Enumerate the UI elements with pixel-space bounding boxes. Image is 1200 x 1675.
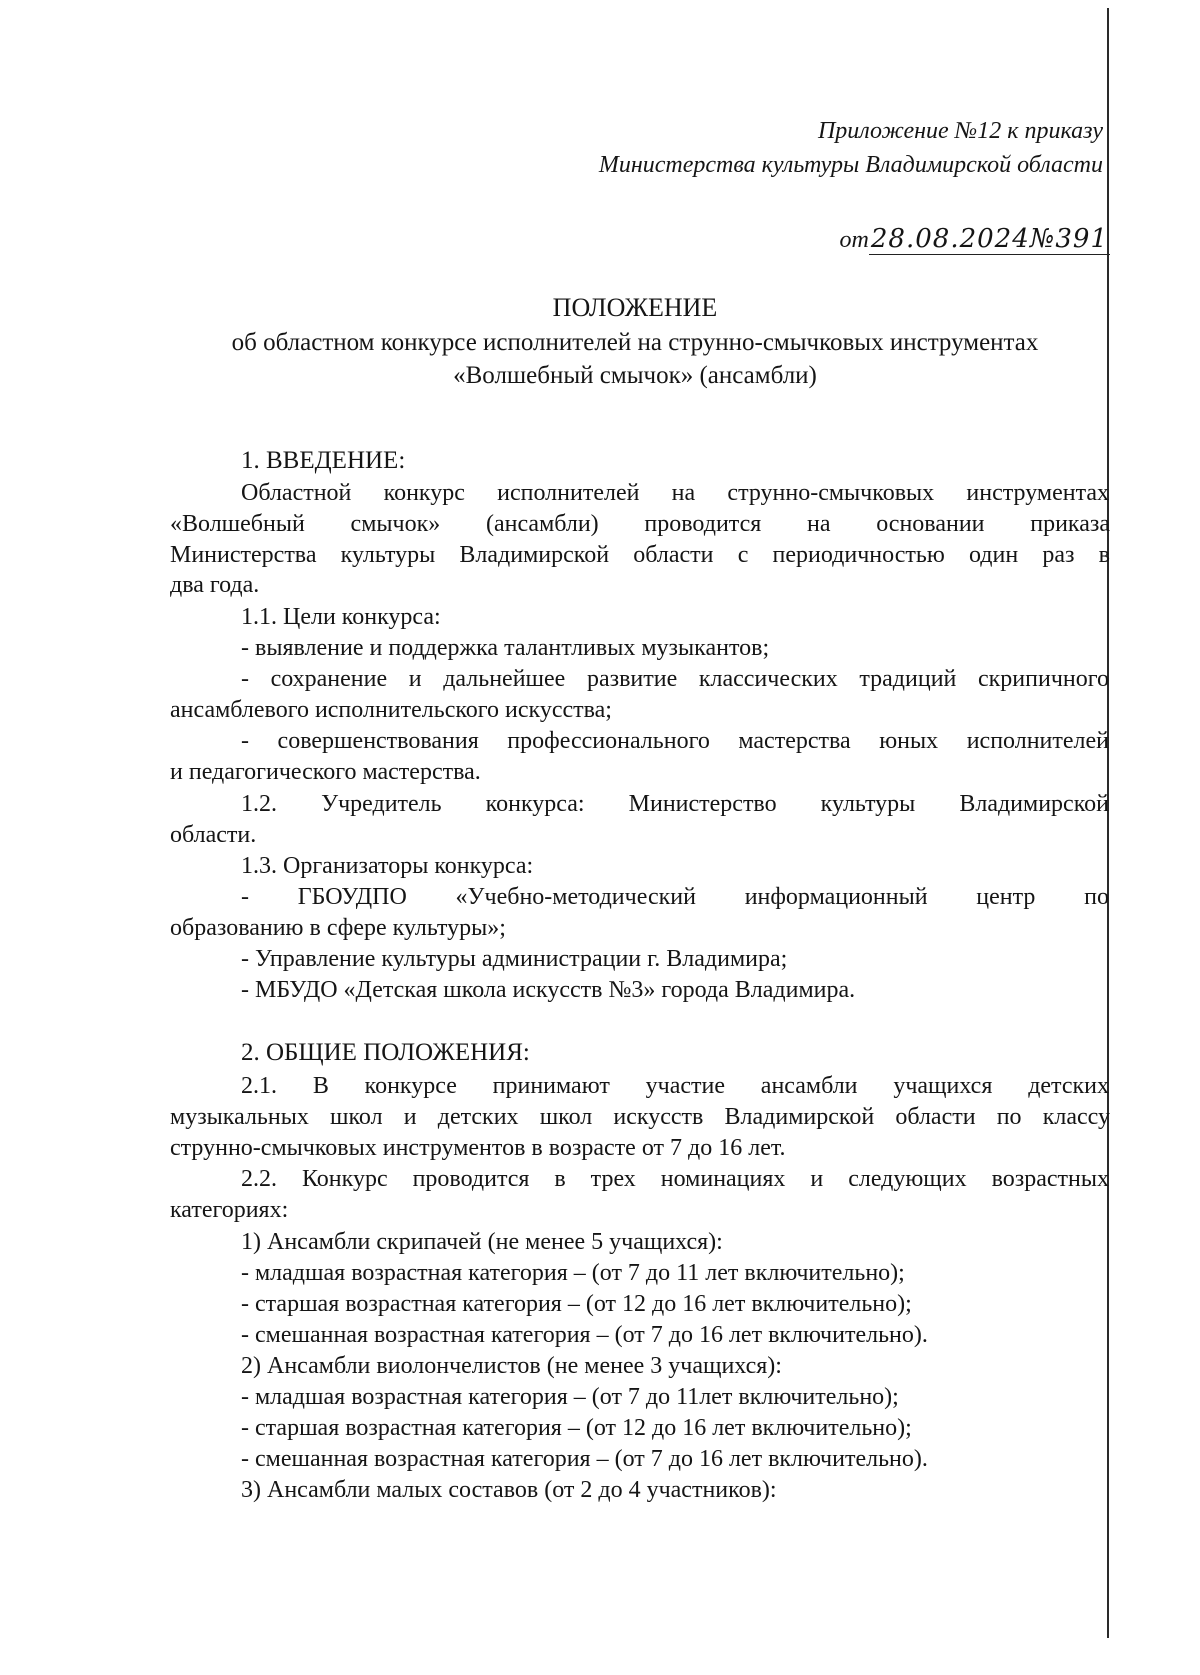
handwritten-date-number: 28.08.2024№391 [870, 224, 1108, 254]
organizer-1-line1: - ГБОУДПО «Учебно-методический информационный центр по [241, 884, 1109, 910]
document-title: ПОЛОЖЕНИЕ [552, 293, 718, 322]
nomination-1-junior: - младшая возрастная категория – (от 7 до 11 лет включительно); [241, 1260, 905, 1286]
nomination-2-senior: - старшая возрастная категория – (от 12 до 16 лет включительно); [241, 1415, 912, 1441]
clause-2-2-line2: категориях: [170, 1197, 289, 1223]
founder-line2: области. [170, 822, 257, 848]
document-subtitle-line1: об областном конкурсе исполнителей на струнно-смычковых инструментах [231, 329, 1039, 356]
nomination-1-mixed: - смешанная возрастная категория – (от 7 до 16 лет включительно). [241, 1322, 928, 1348]
intro-line4: два года. [170, 572, 260, 598]
nomination-2-junior: - младшая возрастная категория – (от 7 до 11лет включительно); [241, 1384, 899, 1410]
nomination-2-mixed: - смешанная возрастная категория – (от 7 до 16 лет включительно). [241, 1446, 928, 1472]
organizers-title: 1.3. Организаторы конкурса: [241, 853, 534, 879]
organizer-2: - Управление культуры администрации г. Владимира; [241, 946, 788, 972]
date-prefix: от [839, 227, 869, 253]
section2-heading: 2. ОБЩИЕ ПОЛОЖЕНИЯ: [241, 1039, 530, 1066]
nomination-2: 2) Ансамбли виолончелистов (не менее 3 учащихся): [241, 1353, 782, 1379]
founder-line1: 1.2. Учредитель конкурса: Министерство культуры Владимирской [241, 791, 1109, 817]
appendix-label: Приложение №12 к приказу [817, 118, 1103, 144]
nomination-1: 1) Ансамбли скрипачей (не менее 5 учащихся): [241, 1229, 723, 1255]
intro-line2: «Волшебный смычок» (ансамбли) проводится на основании приказа [170, 511, 1110, 537]
ministry-label: Министерства культуры Владимирской области [598, 152, 1103, 178]
goal-item-2-line1: - сохранение и дальнейшее развитие классических традиций скрипичного [241, 666, 1109, 692]
nomination-3: 3) Ансамбли малых составов (от 2 до 4 участников): [241, 1477, 777, 1503]
nomination-1-senior: - старшая возрастная категория – (от 12 до 16 лет включительно); [241, 1291, 912, 1317]
intro-line3: Министерства культуры Владимирской области с периодичностью один раз в [170, 542, 1110, 568]
organizer-1-line2: образованию в сфере культуры»; [170, 915, 506, 941]
intro-line1: Областной конкурс исполнителей на струнно-смычковых инструментах [241, 480, 1109, 506]
clause-2-1-line2: музыкальных школ и детских школ искусств Владимирской области по классу [170, 1104, 1110, 1130]
clause-2-1-line3: струнно-смычковых инструментов в возрасте от 7 до 16 лет. [170, 1135, 786, 1161]
goal-item-2-line2: ансамблевого исполнительского искусства; [170, 697, 612, 723]
clause-2-2-line1: 2.2. Конкурс проводится в трех номинациях и следующих возрастных [241, 1166, 1109, 1192]
goals-title: 1.1. Цели конкурса: [241, 604, 441, 630]
order-date-line [840, 224, 1110, 254]
document-subtitle-line2: «Волшебный смычок» (ансамбли) [453, 362, 817, 389]
clause-2-1-line1: 2.1. В конкурсе принимают участие ансамбли учащихся детских [241, 1073, 1109, 1099]
organizer-3: - МБУДО «Детская школа искусств №3» города Владимира. [241, 977, 856, 1003]
goal-item-3-line2: и педагогического мастерства. [170, 759, 481, 785]
section1-heading: 1. ВВЕДЕНИЕ: [241, 447, 406, 474]
goal-item-1: - выявление и поддержка талантливых музыкантов; [241, 635, 770, 661]
goal-item-3-line1: - совершенствования профессионального мастерства юных исполнителей [241, 728, 1109, 754]
